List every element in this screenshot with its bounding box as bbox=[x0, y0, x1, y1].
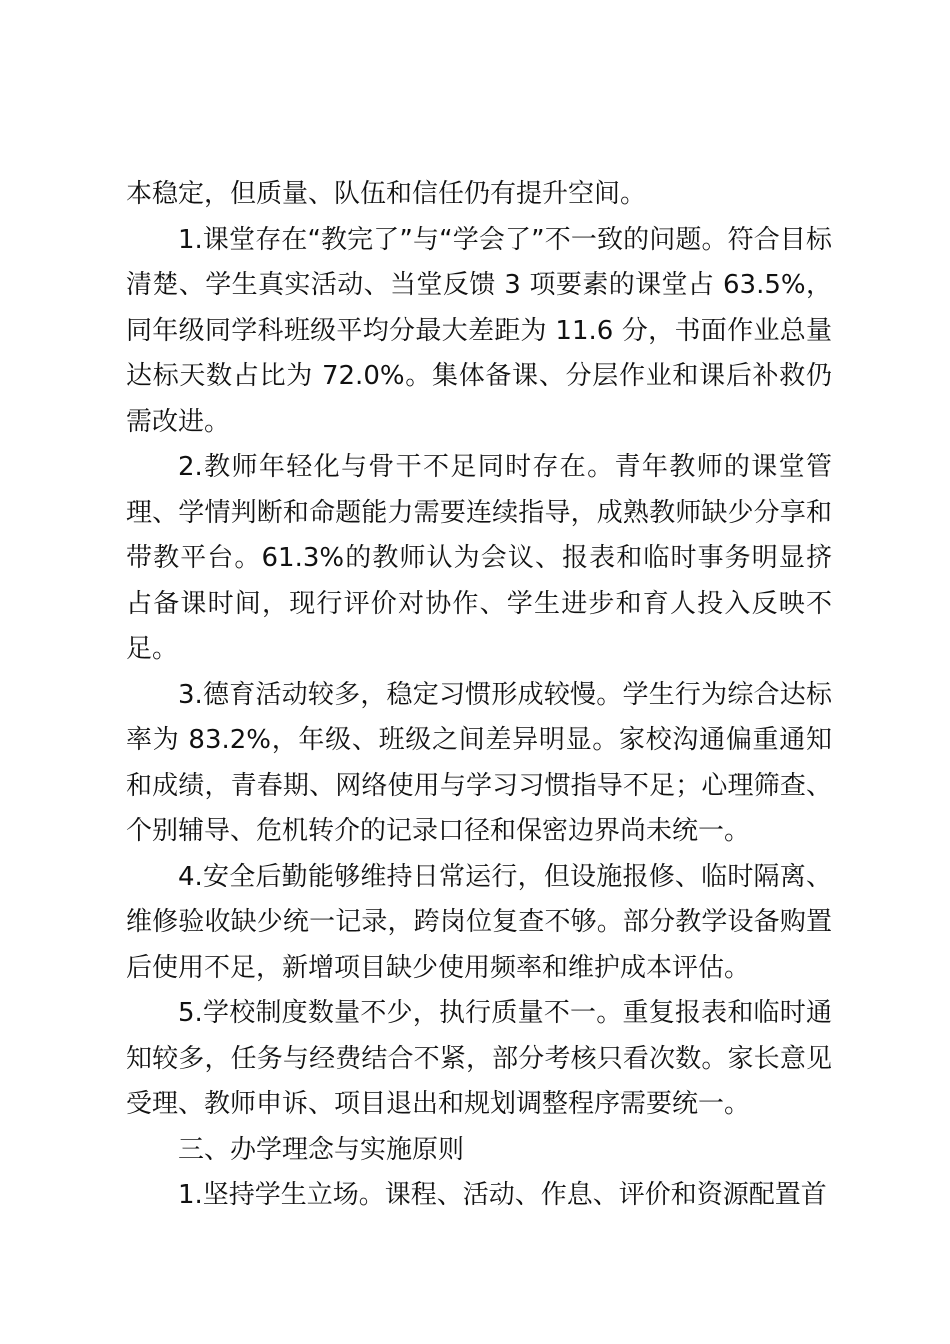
document-body bbox=[126, 172, 832, 1219]
paragraph-safety-logistics-issue: 4.安全后勤能够维持日常运行，但设施报修、临时隔离、维修验收缺少统一记录，跨岗位复查不够。部分教学设备购置后使用不足，新增项目缺少使用频率和维护成本评估。 bbox=[126, 861, 832, 983]
paragraph-moral-education-issue: 3.德育活动较多，稳定习惯形成较慢。学生行为综合达标率为 83.2%，年级、班级之间差异明显。家校沟通偏重通知和成绩，青春期、网络使用与学习习惯指导不足；心理筛查、个别辅导、危机转介的记录口径和保密边界尚未统一。 bbox=[126, 679, 832, 846]
section-heading: 三、办学理念与实施原则 bbox=[178, 1134, 465, 1165]
paragraph-institution-issue: 5.学校制度数量不少，执行质量不一。重复报表和临时通知较多，任务与经费结合不紧，部分考核只看次数。家长意见受理、教师申诉、项目退出和规划调整程序需要统一。 bbox=[126, 998, 832, 1119]
paragraph-classroom-issue: 1.课堂存在“教完了”与“学会了”不一致的问题。符合目标清楚、学生真实活动、当堂反馈 3 项要素的课堂占 63.5%，同年级同学科班级平均分最大差距为 11.6 分，书面作业总量达标天数占比为 72.0%。集体备课、分层作业和课后补救仍需改进。 bbox=[126, 224, 832, 437]
paragraph-student-principle: 1.坚持学生立场。课程、活动、作息、评价和资源配置首 bbox=[178, 1180, 827, 1210]
paragraph-teacher-issue: 2.教师年轻化与骨干不足同时存在。青年教师的课堂管理、学情判断和命题能力需要连续指导，成熟教师缺少分享和带教平台。61.3%的教师认为会议、报表和临时事务明显挤占备课时间，现行评价对协作、学生进步和育人投入反映不足。 bbox=[126, 452, 832, 664]
paragraph-continuation: 本稳定，但质量、队伍和信任仍有提升空间。 bbox=[126, 179, 647, 209]
